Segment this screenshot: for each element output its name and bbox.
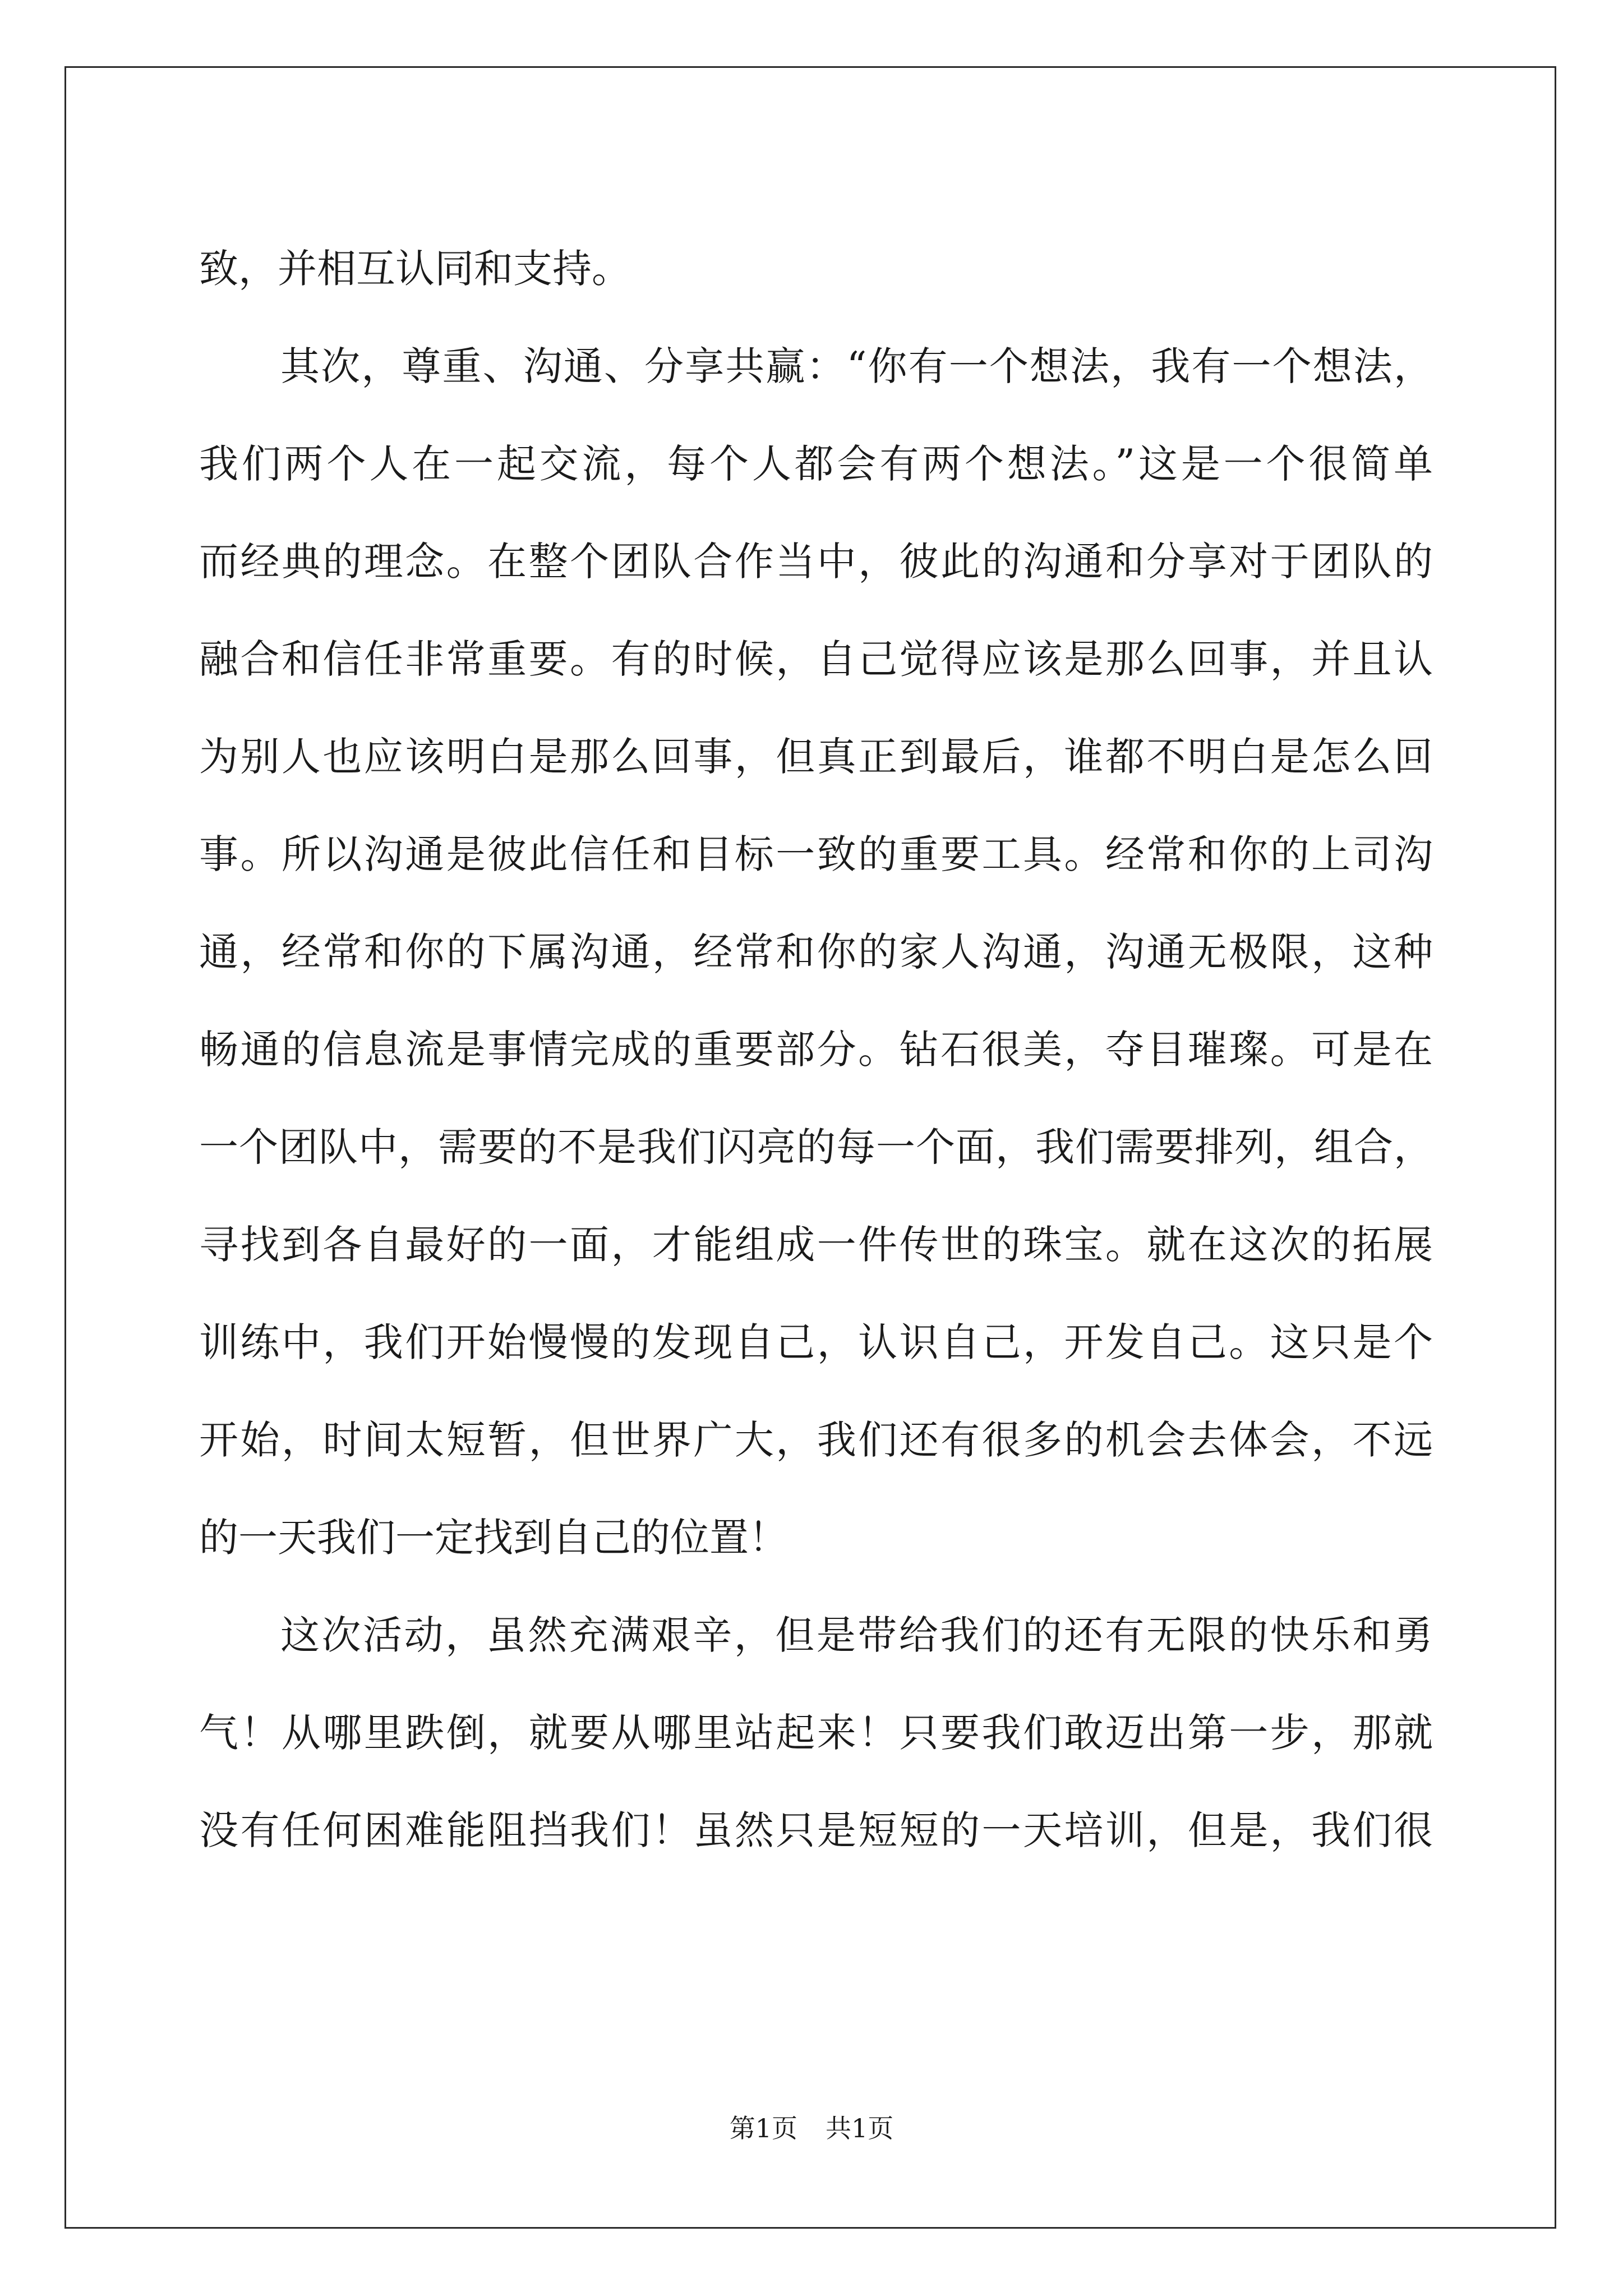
text-line: 训练中，我们开始慢慢的发现自己，认识自己，开发自己。这只是个 [199, 1319, 1433, 1365]
text-line: 而经典的理念。在整个团队合作当中，彼此的沟通和分享对于团队的 [199, 539, 1433, 585]
text-line: 畅通的信息流是事情完成的重要部分。钻石很美，夺目璀璨。可是在 [199, 1027, 1433, 1073]
text-line: 没有任何困难能阻挡我们！虽然只是短短的一天培训，但是，我们很 [199, 1807, 1433, 1853]
page-number: 第1页 [729, 2113, 797, 2143]
text-line: 这次活动，虽然充满艰辛，但是带给我们的还有无限的快乐和勇 [280, 1612, 1433, 1658]
text-line: 融合和信任非常重要。有的时候，自己觉得应该是那么回事，并且认 [199, 636, 1433, 682]
text-line: 气！从哪里跌倒，就要从哪里站起来！只要我们敢迈出第一步，那就 [199, 1710, 1433, 1756]
text-line: 开始，时间太短暂，但世界广大，我们还有很多的机会去体会，不远 [199, 1417, 1433, 1463]
text-line: 事。所以沟通是彼此信任和目标一致的重要工具。经常和你的上司沟 [199, 831, 1433, 877]
text-line: 致，并相互认同和支持。 [199, 246, 631, 292]
page-footer [0, 2111, 1623, 2145]
text-line: 一个团队中，需要的不是我们闪亮的每一个面，我们需要排列，组合， [199, 1124, 1433, 1170]
text-line: 的一天我们一定找到自己的位置！ [199, 1515, 788, 1561]
text-line: 寻找到各自最好的一面，才能组成一件传世的珠宝。就在这次的拓展 [199, 1222, 1433, 1268]
document-body [199, 220, 1433, 1879]
text-line: 其次，尊重、沟通、分享共赢：“你有一个想法，我有一个想法， [280, 343, 1433, 389]
text-line: 为别人也应该明白是那么回事，但真正到最后，谁都不明白是怎么回 [199, 734, 1433, 780]
text-line: 通，经常和你的下属沟通，经常和你的家人沟通，沟通无极限，这种 [199, 929, 1433, 975]
page-total: 共1页 [826, 2113, 894, 2143]
text-line: 我们两个人在一起交流，每个人都会有两个想法。”这是一个很简单 [199, 441, 1433, 487]
